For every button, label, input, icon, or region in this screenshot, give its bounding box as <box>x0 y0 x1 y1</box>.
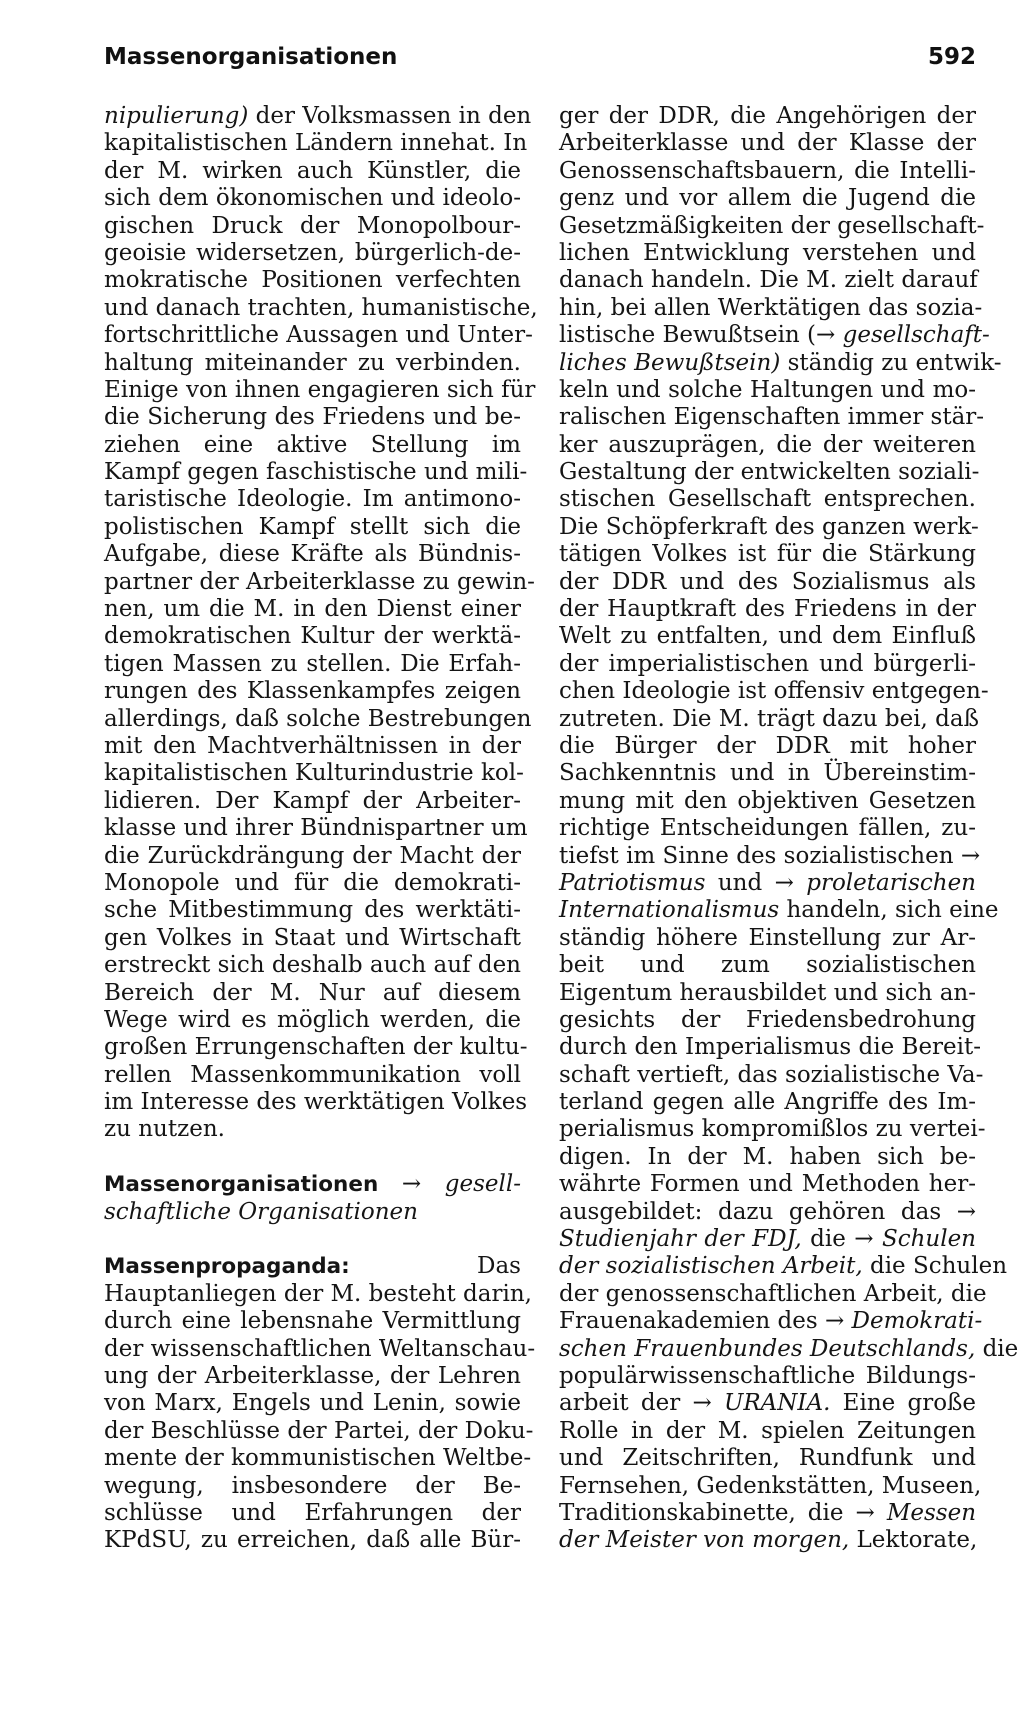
text-line: Arbeiterklasse und der Klasse der <box>559 130 976 157</box>
text-line: Einige von ihnen engagieren sich für <box>104 376 536 403</box>
text-line: kapitalistischen Kulturindustrie kol- <box>104 760 524 787</box>
entry-headline-massenorganisationen <box>104 1171 521 1198</box>
text-line: großen Errungenschaften der kultu- <box>104 1034 528 1061</box>
cross-reference-arrow: → <box>401 1171 422 1198</box>
cross-reference: schaftliche Organisationen <box>104 1198 418 1225</box>
text-line: arbeit der → URANIA. Eine große <box>559 1390 977 1417</box>
text-line: Internationalismus handeln, sich eine <box>559 897 999 924</box>
text-line: tiefst im Sinne des sozialistischen → <box>559 842 981 869</box>
text-line: schen Frauenbundes Deutschlands, die <box>559 1335 1019 1362</box>
cross-reference: liches Bewußtsein) <box>559 349 781 376</box>
text-line: Hauptanliegen der M. besteht darin, <box>104 1280 532 1307</box>
cross-reference: gesell- <box>444 1171 521 1198</box>
text-line: mente der kommunistischen Weltbe- <box>104 1445 532 1472</box>
cross-reference-arrow: → <box>816 322 836 349</box>
text-line: polistischen Kampf stellt sich die <box>104 513 521 540</box>
text-line: KPdSU, zu erreichen, daß alle Bür- <box>104 1527 521 1554</box>
cross-reference-arrow: → <box>855 1499 875 1526</box>
cross-reference-arrow: → <box>692 1390 712 1417</box>
text-line: die Sicherung des Friedens und be- <box>104 404 521 431</box>
text-line: Studienjahr der FDJ, die → Schulen <box>559 1226 976 1253</box>
text-line: der DDR und des Sozialismus als <box>559 568 976 595</box>
text-line: Wege wird es möglich werden, die <box>104 1006 521 1033</box>
text-line: Die Schöpferkraft des ganzen werk- <box>559 513 979 540</box>
cross-reference-arrow: → <box>824 1308 845 1335</box>
italic-term: nipulierung) <box>104 103 249 129</box>
text-line: sche Mitbestimmung des werktäti- <box>104 897 521 924</box>
text-line: mit den Machtverhältnissen in der <box>104 732 521 759</box>
cross-reference: gesellschaft- <box>842 322 990 349</box>
text-line: Frauenakademien des → Demokrati- <box>559 1308 983 1335</box>
text-line: Rolle in der M. spielen Zeitungen <box>559 1417 976 1444</box>
cross-reference: der sozialistischen Arbeit, <box>559 1253 863 1280</box>
right-column <box>559 103 1019 1555</box>
text-line: lichen Entwicklung verstehen und <box>559 239 976 266</box>
text-line: schlüsse und Erfahrungen der <box>104 1499 521 1526</box>
text-line: Welt zu entfalten, und dem Einfluß <box>559 623 976 650</box>
text-line: allerdings, daß solche Bestrebungen <box>104 705 532 732</box>
cross-reference-arrow: → <box>774 869 794 896</box>
text-line: Sachkenntnis und in Übereinstim- <box>559 760 976 787</box>
text-line: ung der Arbeiterklasse, der Lehren <box>104 1362 521 1389</box>
text-line: rungen des Klassenkampfes zeigen <box>104 678 521 705</box>
text-line: populärwissenschaftliche Bildungs- <box>559 1362 976 1389</box>
text-line: schaft vertieft, das sozialistische Va- <box>559 1061 984 1088</box>
text-line: genz und vor allem die Jugend die <box>559 185 976 212</box>
headword: Massenorganisationen <box>104 1172 379 1198</box>
text-line: Genossenschaftsbauern, die Intelli- <box>559 157 976 184</box>
text-line: nipulierung) der Volksmassen in den <box>104 103 532 129</box>
text-line: die Bürger der DDR mit hoher <box>559 732 976 759</box>
cross-reference: Internationalismus <box>559 897 780 924</box>
text-line: demokratischen Kultur der werktä- <box>104 623 521 650</box>
text-line: der M. wirken auch Künstler, die <box>104 157 521 184</box>
text-line: Aufgabe, diese Kräfte als Bündnis- <box>104 541 521 568</box>
text-line: der Meister von morgen, Lektorate, <box>559 1527 978 1554</box>
cross-reference: proletarischen <box>806 869 976 896</box>
page-number: 592 <box>927 44 976 70</box>
text-line: ständig höhere Einstellung zur Ar- <box>559 924 976 951</box>
running-head-title: Massenorganisationen <box>104 44 398 70</box>
text-line <box>104 1199 521 1226</box>
text-line: Gesetzmäßigkeiten der gesellschaft- <box>559 212 985 239</box>
text-line: Patriotismus und → proletarischen <box>559 869 976 896</box>
text-line: hin, bei allen Werktätigen das sozia- <box>559 294 983 321</box>
text-line: digen. In der M. haben sich be- <box>559 1143 976 1170</box>
text-line: rellen Massenkommunikation voll <box>104 1061 521 1088</box>
text-line: ralischen Eigenschaften immer stär- <box>559 404 985 431</box>
text-line: keln und solche Haltungen und mo- <box>559 376 976 403</box>
cross-reference-arrow: → <box>854 1226 874 1253</box>
cross-reference-arrow: → <box>960 842 981 869</box>
text-line: liches Bewußtsein) ständig zu entwik- <box>559 349 1002 376</box>
text-line: partner der Arbeiterklasse zu gewin- <box>104 568 535 595</box>
text-line: lidieren. Der Kampf der Arbeiter- <box>104 787 521 814</box>
text-line: Monopole und für die demokrati- <box>104 869 521 896</box>
text-line: ausgebildet: dazu gehören das → <box>559 1198 976 1225</box>
text-line: stischen Gesellschaft entsprechen. <box>559 486 976 513</box>
text-line: der sozialistischen Arbeit, die Schulen <box>559 1253 1008 1280</box>
text-line: von Marx, Engels und Lenin, sowie <box>104 1390 521 1417</box>
text-line: und danach trachten, humanistische, <box>104 294 538 321</box>
entry-headline-massenpropaganda: Massenpropaganda: Das <box>104 1253 521 1280</box>
cross-reference: Schulen <box>881 1226 976 1253</box>
cross-reference: schen Frauenbundes Deutschlands, <box>559 1335 976 1362</box>
text-line: Kampf gegen faschistische und mili- <box>104 459 528 486</box>
text-line: richtige Entscheidungen fällen, zu- <box>559 815 976 842</box>
text-line: im Interesse des werktätigen Volkes <box>104 1089 528 1116</box>
cross-reference: der Meister von morgen, <box>559 1527 850 1554</box>
text-line: terland gegen alle Angriffe des Im- <box>559 1089 976 1116</box>
text-line: perialismus kompromißlos zu vertei- <box>559 1116 986 1143</box>
text-line: ziehen eine aktive Stellung im <box>104 431 521 458</box>
text-line: gen Volkes in Staat und Wirtschaft <box>104 924 521 951</box>
entry-separator <box>104 1144 521 1171</box>
text-line: der wissenschaftlichen Weltanschau- <box>104 1335 536 1362</box>
text-line: kapitalistischen Ländern innehat. In <box>104 130 528 157</box>
text-line: mokratische Positionen verfechten <box>104 267 521 294</box>
text-line: zu nutzen. <box>104 1116 225 1143</box>
text-line: Bereich der M. Nur auf diesem <box>104 979 521 1006</box>
entry-separator <box>104 1226 521 1253</box>
text-line: durch eine lebensnahe Vermittlung <box>104 1308 521 1335</box>
text-line: erstreckt sich deshalb auch auf den <box>104 952 521 979</box>
text-line: ger der DDR, die Angehörigen der <box>559 103 976 129</box>
left-column <box>104 103 538 1555</box>
text-line: Gestaltung der entwickelten soziali- <box>559 459 980 486</box>
text-line: mung mit den objektiven Gesetzen <box>559 787 976 814</box>
cross-reference: Demokrati- <box>851 1308 983 1335</box>
text-line: taristische Ideologie. Im antimono- <box>104 486 521 513</box>
text-line: tätigen Volkes ist für die Stärkung <box>559 541 976 568</box>
text-line: nen, um die M. in den Dienst einer <box>104 596 521 623</box>
text-line: ker auszuprägen, die der weiteren <box>559 431 976 458</box>
text-line: Traditionskabinette, die → Messen <box>559 1499 977 1526</box>
text-line: listische Bewußtsein (→ gesellschaft- <box>559 322 990 349</box>
text-line: geoisie widersetzen, bürgerlich-de- <box>104 239 521 266</box>
text-line: der Beschlüsse der Partei, der Doku- <box>104 1417 534 1444</box>
running-head <box>104 44 976 70</box>
text-line: sich dem ökonomischen und ideolo- <box>104 185 521 212</box>
text-line: Fernsehen, Gedenkstätten, Museen, <box>559 1472 982 1499</box>
text-line: währte Formen und Methoden her- <box>559 1171 976 1198</box>
cross-reference: Studienjahr der FDJ, <box>559 1226 802 1253</box>
cross-reference: Patriotismus <box>559 869 706 896</box>
text-line: Eigentum herausbildet und sich an- <box>559 979 976 1006</box>
text-line: zutreten. Die M. trägt dazu bei, daß <box>559 705 979 732</box>
text-line: der Hauptkraft des Friedens in der <box>559 596 976 623</box>
text-line: gesichts der Friedensbedrohung <box>559 1006 976 1033</box>
text-line: der genossenschaftlichen Arbeit, die <box>559 1280 987 1307</box>
text-line: der imperialistischen und bürgerli- <box>559 650 976 677</box>
text-line: klasse und ihrer Bündnispartner um <box>104 815 528 842</box>
text-line: durch den Imperialismus die Bereit- <box>559 1034 982 1061</box>
text-line: wegung, insbesondere der Be- <box>104 1472 521 1499</box>
cross-reference-arrow: → <box>956 1198 976 1225</box>
text-line: tigen Massen zu stellen. Die Erfah- <box>104 650 521 677</box>
cross-reference: URANIA. <box>723 1390 831 1417</box>
headword: Massenpropaganda: <box>104 1254 350 1280</box>
text-line: chen Ideologie ist offensiv entgegen- <box>559 678 989 705</box>
text-line: danach handeln. Die M. zielt darauf <box>559 267 978 294</box>
cross-reference: Messen <box>886 1499 977 1526</box>
text-line: fortschrittliche Aussagen und Unter- <box>104 322 533 349</box>
text-line: und Zeitschriften, Rundfunk und <box>559 1445 976 1472</box>
text-line: beit und zum sozialistischen <box>559 952 976 979</box>
text-line: haltung miteinander zu verbinden. <box>104 349 521 376</box>
text-line: gischen Druck der Monopolbour- <box>104 212 521 239</box>
text-line: die Zurückdrängung der Macht der <box>104 842 521 869</box>
